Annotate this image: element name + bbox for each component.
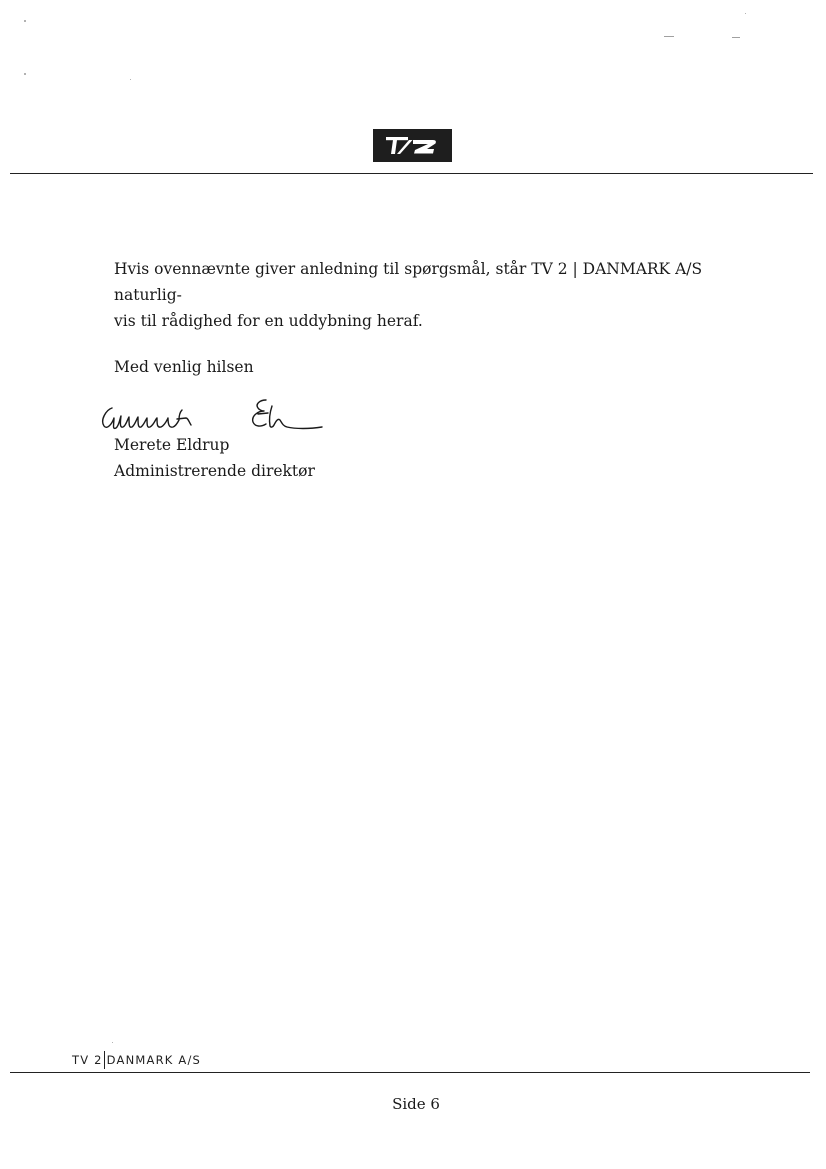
scan-speck xyxy=(130,79,131,80)
footer-company-part1: TV 2 xyxy=(72,1053,103,1067)
signer-name: Merete Eldrup xyxy=(114,436,230,454)
scan-speck xyxy=(664,36,674,37)
body-paragraph-line: Hvis ovennævnte giver anledning til spørgsmål, står TV 2 | DANMARK A/S naturlig- xyxy=(114,260,703,304)
closing-greeting: Med venlig hilsen xyxy=(114,358,254,376)
scan-speck xyxy=(112,1042,113,1043)
body-paragraph-line: vis til rådighed for en uddybning heraf. xyxy=(114,312,423,330)
footer-company-name xyxy=(72,1051,201,1069)
body-paragraph xyxy=(114,256,754,334)
header-rule xyxy=(10,173,813,174)
scan-speck xyxy=(745,13,746,14)
page-number: Side 6 xyxy=(392,1095,440,1113)
signer-title: Administrerende direktør xyxy=(114,462,315,480)
footer-separator xyxy=(104,1051,105,1069)
tv2-logo-graphic xyxy=(373,129,452,162)
scan-speck xyxy=(24,20,26,22)
scan-speck xyxy=(24,73,26,75)
tv2-logo-icon xyxy=(373,129,452,162)
footer-company-part2: DANMARK A/S xyxy=(106,1053,202,1067)
footer-rule xyxy=(10,1072,810,1073)
scan-speck xyxy=(732,37,740,38)
